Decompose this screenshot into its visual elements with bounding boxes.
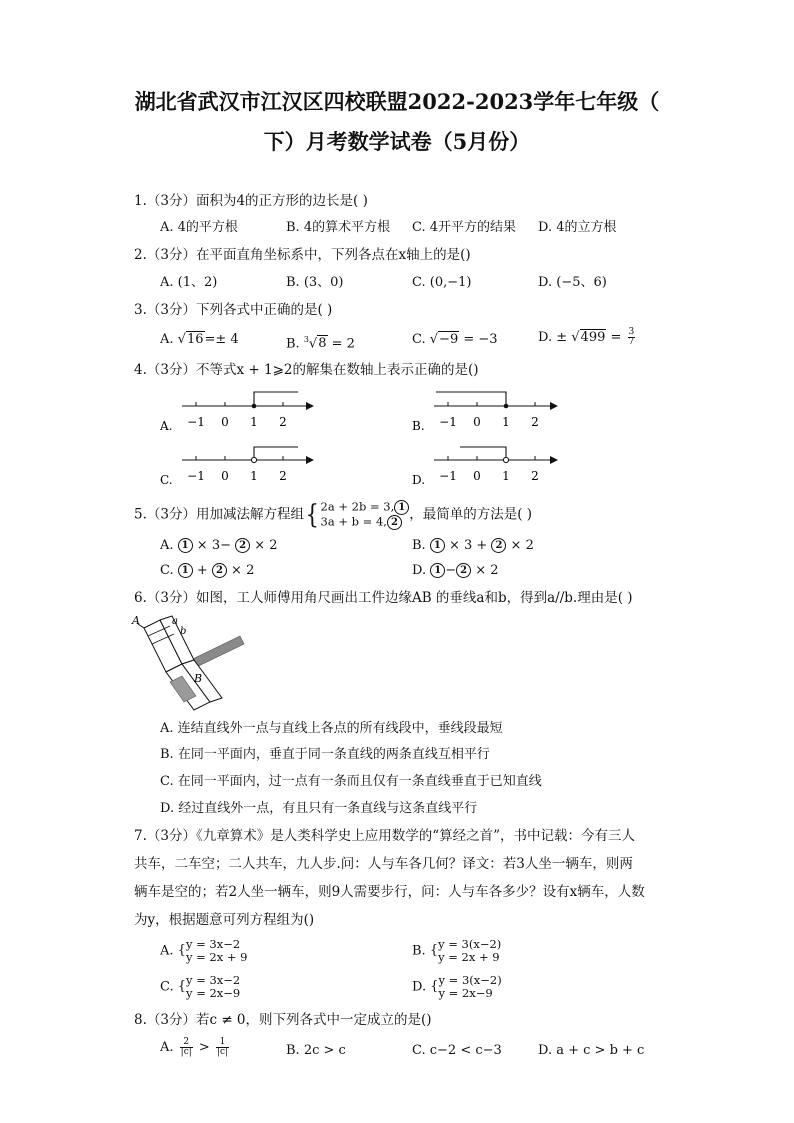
paper-title-line2: 下）月考数学试卷（5月份）	[263, 129, 531, 154]
question-2-option-d: D. (−5、6)	[538, 275, 607, 290]
carpenter-square-figure	[130, 610, 280, 718]
question-4-stem: 4.（3分）不等式x + 1⩾2的解集在数轴上表示正确的是()	[134, 362, 479, 378]
figure-label-A: A	[132, 614, 140, 627]
question-1-option-a: A. 4的平方根	[160, 220, 238, 235]
tick-label: 2	[531, 415, 539, 429]
number-line-option-d	[412, 447, 558, 487]
question-7-line-2: 共车，二车空；二人共车，九人步.问：人与车各几何？译文：若3人坐一辆车，则两	[134, 856, 633, 872]
number-line-label-d: D.	[412, 473, 426, 487]
question-2-option-a: A. (1、2)	[160, 275, 218, 290]
figure-label-B: B	[194, 672, 203, 685]
tick-label: 2	[279, 469, 287, 483]
question-5-option-d: D. 1 − 2 × 2	[412, 563, 499, 578]
question-6-option-d: D. 经过直线外一点，有且只有一条直线与这条直线平行	[160, 801, 478, 816]
question-7-option-c: C. {y = 3x−2 y = 2x−9	[160, 973, 241, 1000]
tick-label: −1	[439, 469, 457, 483]
question-7-line-1: 7.（3分）《九章算术》是人类科学史上应用数学的“算经之首”，书中记载：今有三人	[134, 828, 636, 844]
question-3-option-b: B. $^3$√8 = 2	[286, 335, 355, 352]
question-2-option-b: B. (3、0)	[286, 275, 344, 290]
question-7-option-b: B. {y = 3(x−2) y = 2x + 9	[412, 937, 502, 964]
tick-label: 0	[221, 469, 229, 483]
number-line-option-b	[412, 392, 558, 433]
question-6-option-c: C. 在同一平面内，过一点有一条而且仅有一条直线垂直于已知直线	[160, 774, 542, 789]
figure-label-b: b	[180, 626, 187, 637]
tick-label: 1	[250, 469, 258, 483]
tick-label: −1	[187, 415, 205, 429]
tick-label: 1	[502, 415, 510, 429]
question-8-option-d: D. a + c > b + c	[538, 1043, 645, 1058]
question-8-option-c: C. c−2 < c−3	[412, 1043, 502, 1058]
number-line-option-c	[160, 447, 314, 487]
number-line-option-a	[159, 392, 314, 433]
question-7-option-a: A. {y = 3x−2 y = 2x + 9	[160, 937, 248, 964]
question-3-option-c: C. √−9 = −3	[412, 332, 498, 347]
question-1-option-d: D. 4的立方根	[538, 220, 617, 235]
question-8-option-b: B. 2c > c	[286, 1043, 346, 1058]
tick-label: 2	[531, 469, 539, 483]
number-line-figures	[150, 386, 670, 494]
question-5-option-c: C. 1 + 2 × 2	[160, 563, 255, 578]
question-1-option-c: C. 4开平方的结果	[412, 220, 517, 235]
number-line-label-b: B.	[412, 419, 425, 433]
question-3-stem: 3.（3分）下列各式中正确的是( )	[134, 302, 333, 318]
question-7-line-3: 辆车是空的；若2人坐一辆车，则9人需要步行，问：人与车各多少？设有x辆车，人数	[134, 884, 645, 900]
question-2-stem: 2.（3分）在平面直角坐标系中，下列各点在x轴上的是()	[134, 247, 471, 263]
tick-label: −1	[439, 415, 457, 429]
question-3-option-a: A. √16=± 4	[160, 332, 239, 347]
equation-system: 2a + 2b = 3, 1 3a + b = 4, 2	[321, 500, 410, 530]
tick-label: 0	[221, 415, 229, 429]
tick-label: 0	[473, 415, 481, 429]
question-2-option-c: C. (0,−1)	[412, 275, 472, 290]
question-5-stem: 5.（3分）用加减法解方程组{ 2a + 2b = 3, 1 3a + b = 4, 2 ，最简单的方法是( )	[134, 499, 533, 530]
question-6-option-a: A. 连结直线外一点与直线上各点的所有线段中，垂线段最短	[160, 721, 503, 736]
question-5-option-a: A. 1 × 3− 2 × 2	[160, 538, 278, 553]
tick-label: 1	[250, 415, 258, 429]
question-7-line-4: 为y，根据题意可列方程组为()	[134, 912, 315, 928]
question-6-option-b: B. 在同一平面内，垂直于同一条直线的两条直线互相平行	[160, 747, 490, 762]
question-1-stem: 1.（3分）面积为4的正方形的边长是( )	[134, 193, 368, 209]
question-5-option-b: B. 1 × 3 + 2 × 2	[412, 538, 534, 553]
question-6-stem: 6.（3分）如图，工人师傅用角尺画出工件边缘AB 的垂线a和b，得到a//b.理由是( )	[134, 590, 633, 606]
number-line-label-a: A.	[160, 419, 173, 433]
number-line-label-c: C.	[160, 473, 173, 487]
question-7-option-d: D. {y = 3(x−2) y = 2x−9	[412, 973, 502, 1000]
tick-label: 1	[502, 469, 510, 483]
question-3-option-d: D. ± √499 = $\frac{3}{7}$	[538, 327, 635, 347]
tick-label: 2	[279, 415, 287, 429]
question-8-option-a: A. $\frac{2}{|c|}$ > $\frac{1}{|c|}$	[160, 1037, 229, 1057]
paper-title-line1: 湖北省武汉市江汉区四校联盟2022-2023学年七年级（	[134, 89, 660, 114]
tick-label: 0	[473, 469, 481, 483]
figure-label-a: a	[172, 616, 178, 627]
tick-label: −1	[187, 469, 205, 483]
question-1-option-b: B. 4的算术平方根	[286, 220, 391, 235]
question-8-stem: 8.（3分）若c ≠ 0，则下列各式中一定成立的是()	[134, 1012, 432, 1028]
